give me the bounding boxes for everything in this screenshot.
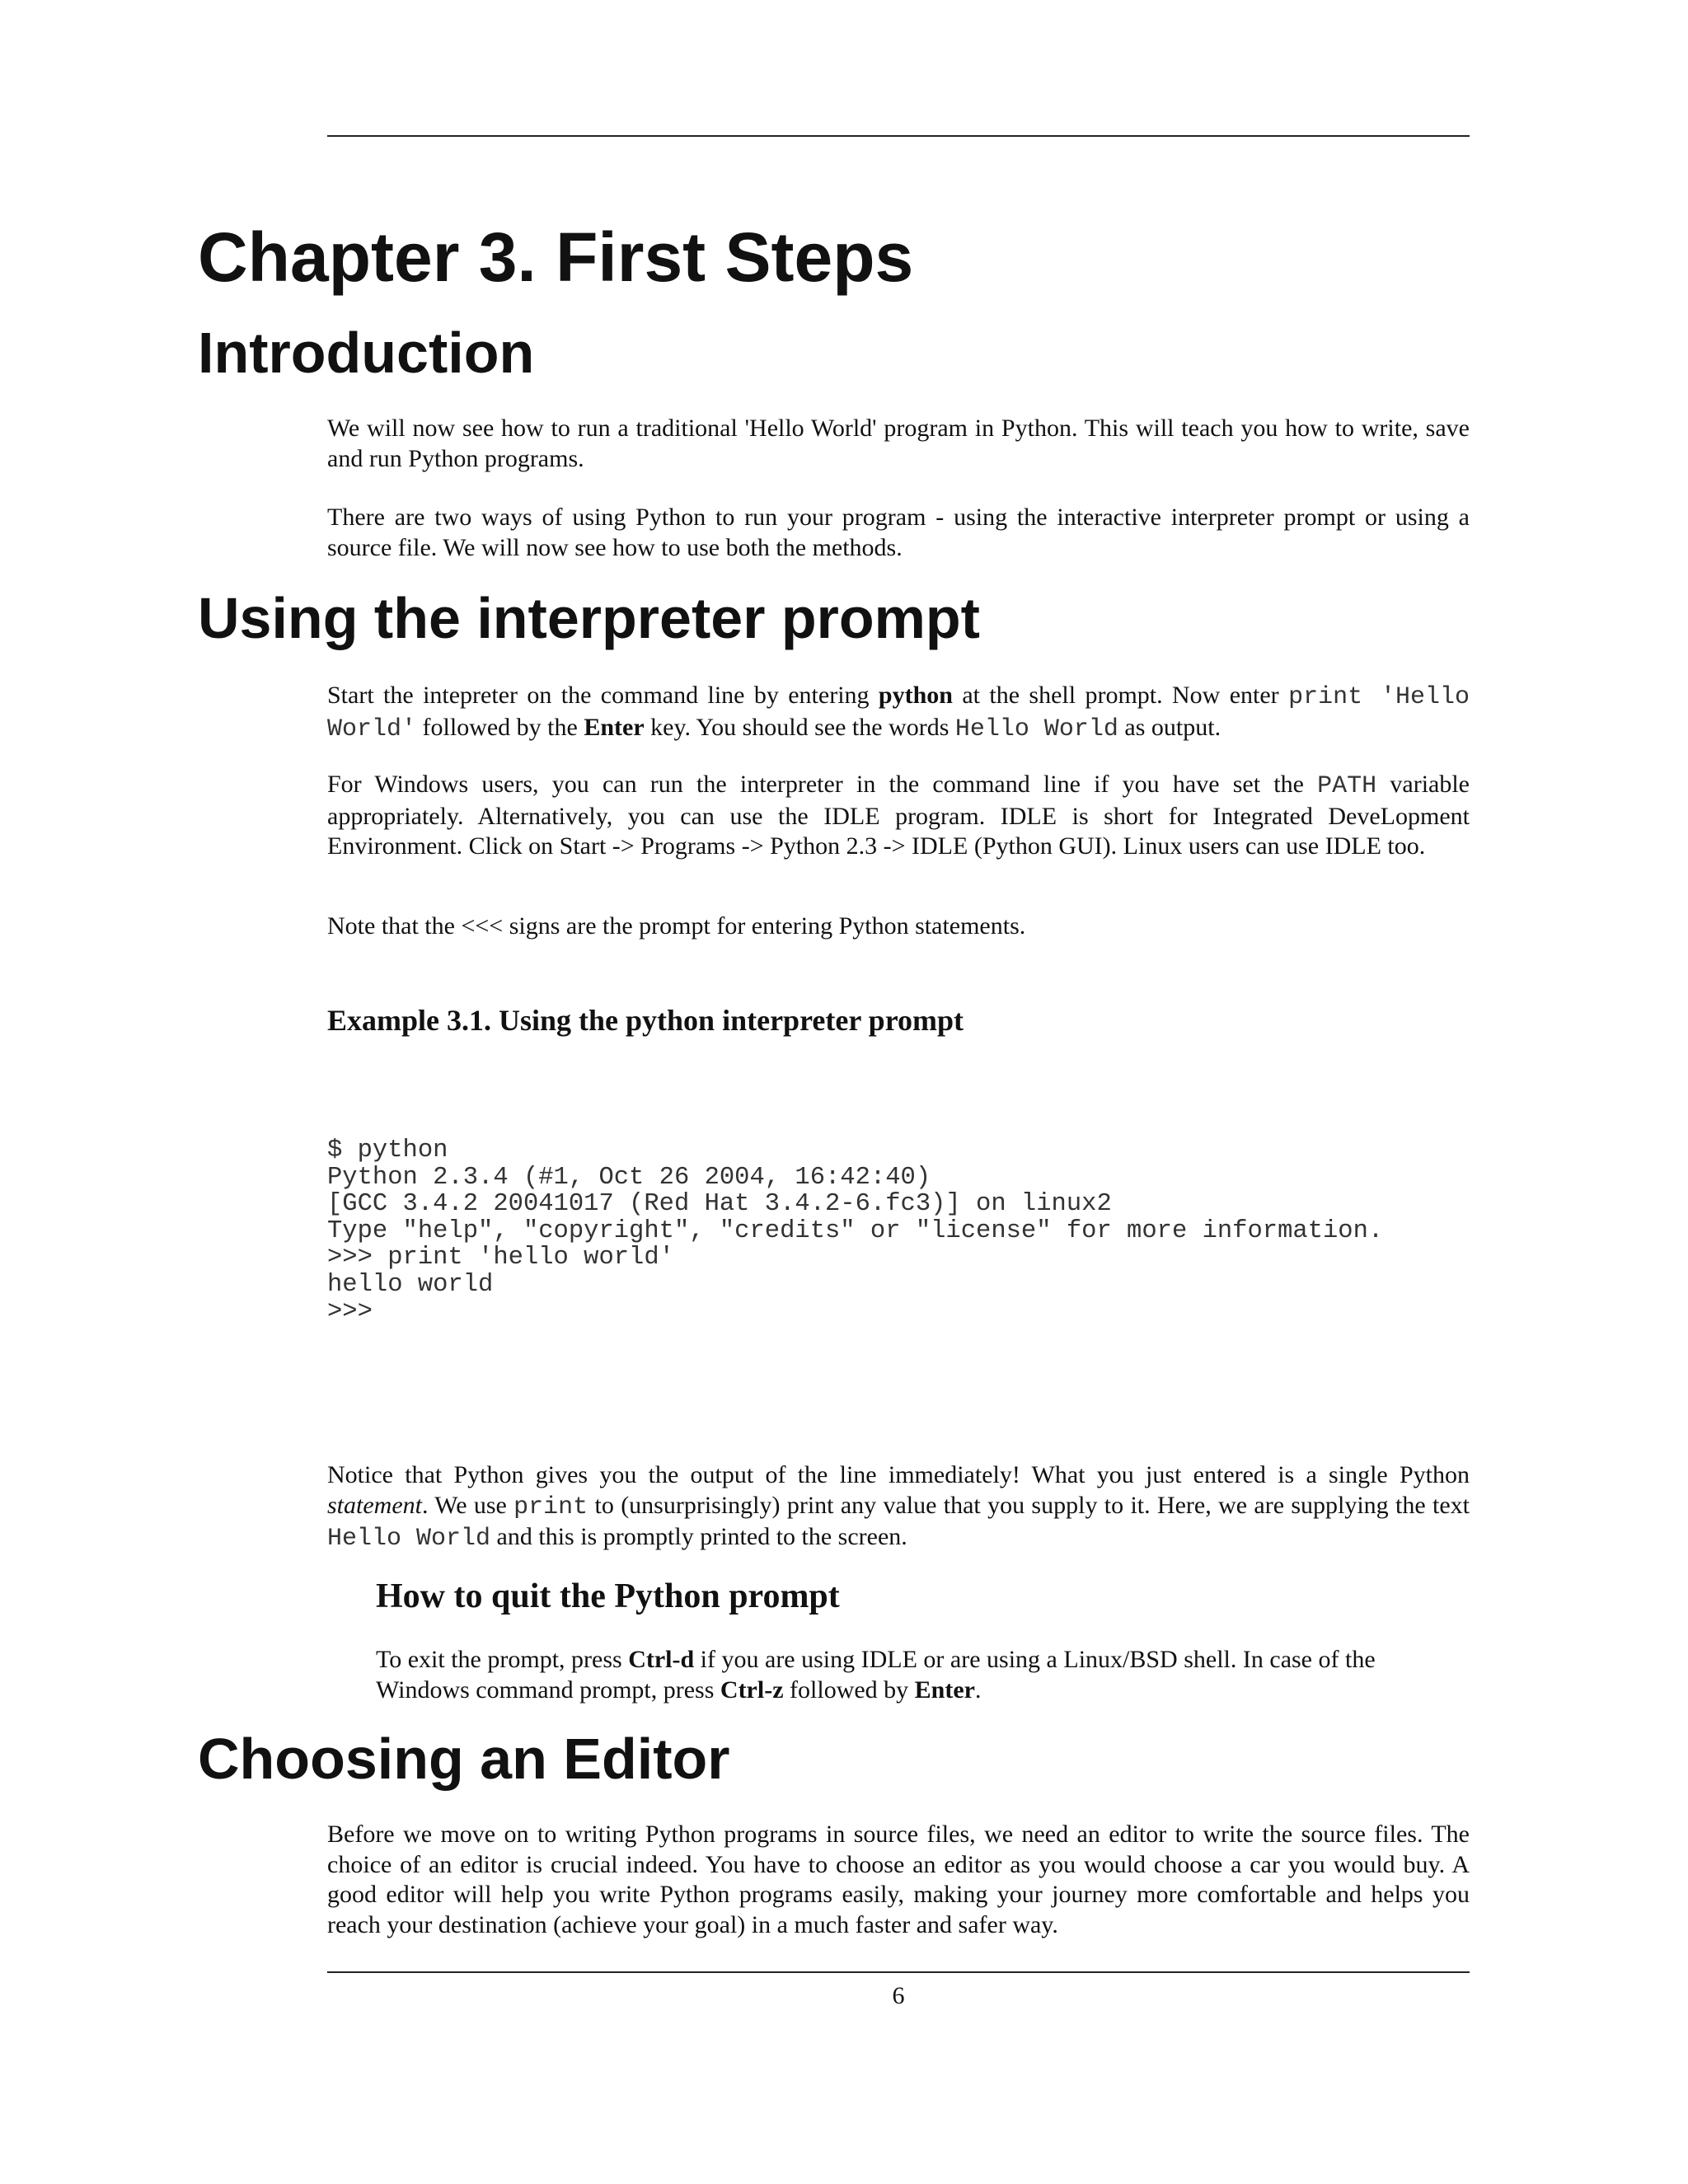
inline-code-path: PATH [1317, 772, 1377, 800]
section-heading-introduction: Introduction [198, 321, 535, 385]
section-heading-interpreter: Using the interpreter prompt [198, 586, 980, 650]
page-number: 6 [892, 1982, 905, 2009]
interpreter-paragraph-3: Note that the <<< signs are the prompt for entering Python statements. [327, 912, 1026, 940]
interpreter-paragraph-1: Start the intepreter on the command line by entering python at the shell prompt. Now enter print 'Hello World' followed by the Enter key. You should see the words Hello World as output. [327, 682, 1470, 743]
section-heading-editor: Choosing an Editor [198, 1727, 730, 1791]
example-code-block: $ python Python 2.3.4 (#1, Oct 26 2004, 16:42:40) [GCC 3.4.2 20041017 (Red Hat 3.4.2-6.fc3)] on linux2 Type "help", "copyright", "credits" or "license" for more information. >>> print 'hello world' hello world >>> [327, 1137, 1384, 1326]
inline-code-print: print [513, 1493, 588, 1521]
inline-code-print-hello: print 'Hello World' [327, 683, 1470, 743]
key-ctrl-z: Ctrl-z [720, 1675, 784, 1704]
term-statement: statement [327, 1491, 422, 1519]
notice-paragraph: Notice that Python gives you the output of the line immediately! What you just entered is a single Python statement. We use print to (unsurprisingly) print any value that you supply to it. Here, we are supplying the text Hello World and this is promptly printed to the screen. [327, 1461, 1470, 1553]
inline-code-hello-world: Hello World [954, 715, 1118, 743]
example-title: Example 3.1. Using the python interpreter prompt [327, 1004, 964, 1037]
tip-body: To exit the prompt, press Ctrl-d if you are using IDLE or are using a Linux/BSD shell. In case of the Windows command prompt, press Ctrl-z followed by Enter. [376, 1646, 1376, 1704]
key-enter: Enter [584, 713, 645, 741]
command-python: python [878, 682, 953, 709]
key-ctrl-d: Ctrl-d [628, 1646, 695, 1673]
tip-title: How to quit the Python prompt [376, 1577, 840, 1615]
chapter-title: Chapter 3. First Steps [198, 218, 914, 296]
header-rule [327, 135, 1470, 137]
interpreter-paragraph-2: For Windows users, you can run the interpreter in the command line if you have set the PATH variable appropriately. Alternatively, you can use the IDLE program. IDLE is short for Integrated DeveLopment Environment. Click on Start -> Programs -> Python 2.3 -> IDLE (Python GUI). Linux users can use IDLE too. [327, 771, 1470, 860]
intro-paragraph-1: We will now see how to run a traditional 'Hello World' program in Python. This will teach you how to write, save and run Python programs. [327, 415, 1470, 472]
intro-paragraph-2: There are two ways of using Python to run your program - using the interactive interpreter prompt or using a source file. We will now see how to use both the methods. [327, 504, 1470, 561]
footer-rule [327, 1971, 1470, 1973]
inline-code-hello-world-2: Hello World [327, 1525, 491, 1553]
key-enter-2: Enter [914, 1675, 975, 1704]
editor-paragraph: Before we move on to writing Python programs in source files, we need an editor to write the source files. The choice of an editor is crucial indeed. You have to choose an editor as you would choose a car you would buy. A good editor will help you write Python programs easily, making your journey more comfortable and helps you reach your destination (achieve your goal) in a much faster and safer way. [327, 1821, 1470, 1938]
